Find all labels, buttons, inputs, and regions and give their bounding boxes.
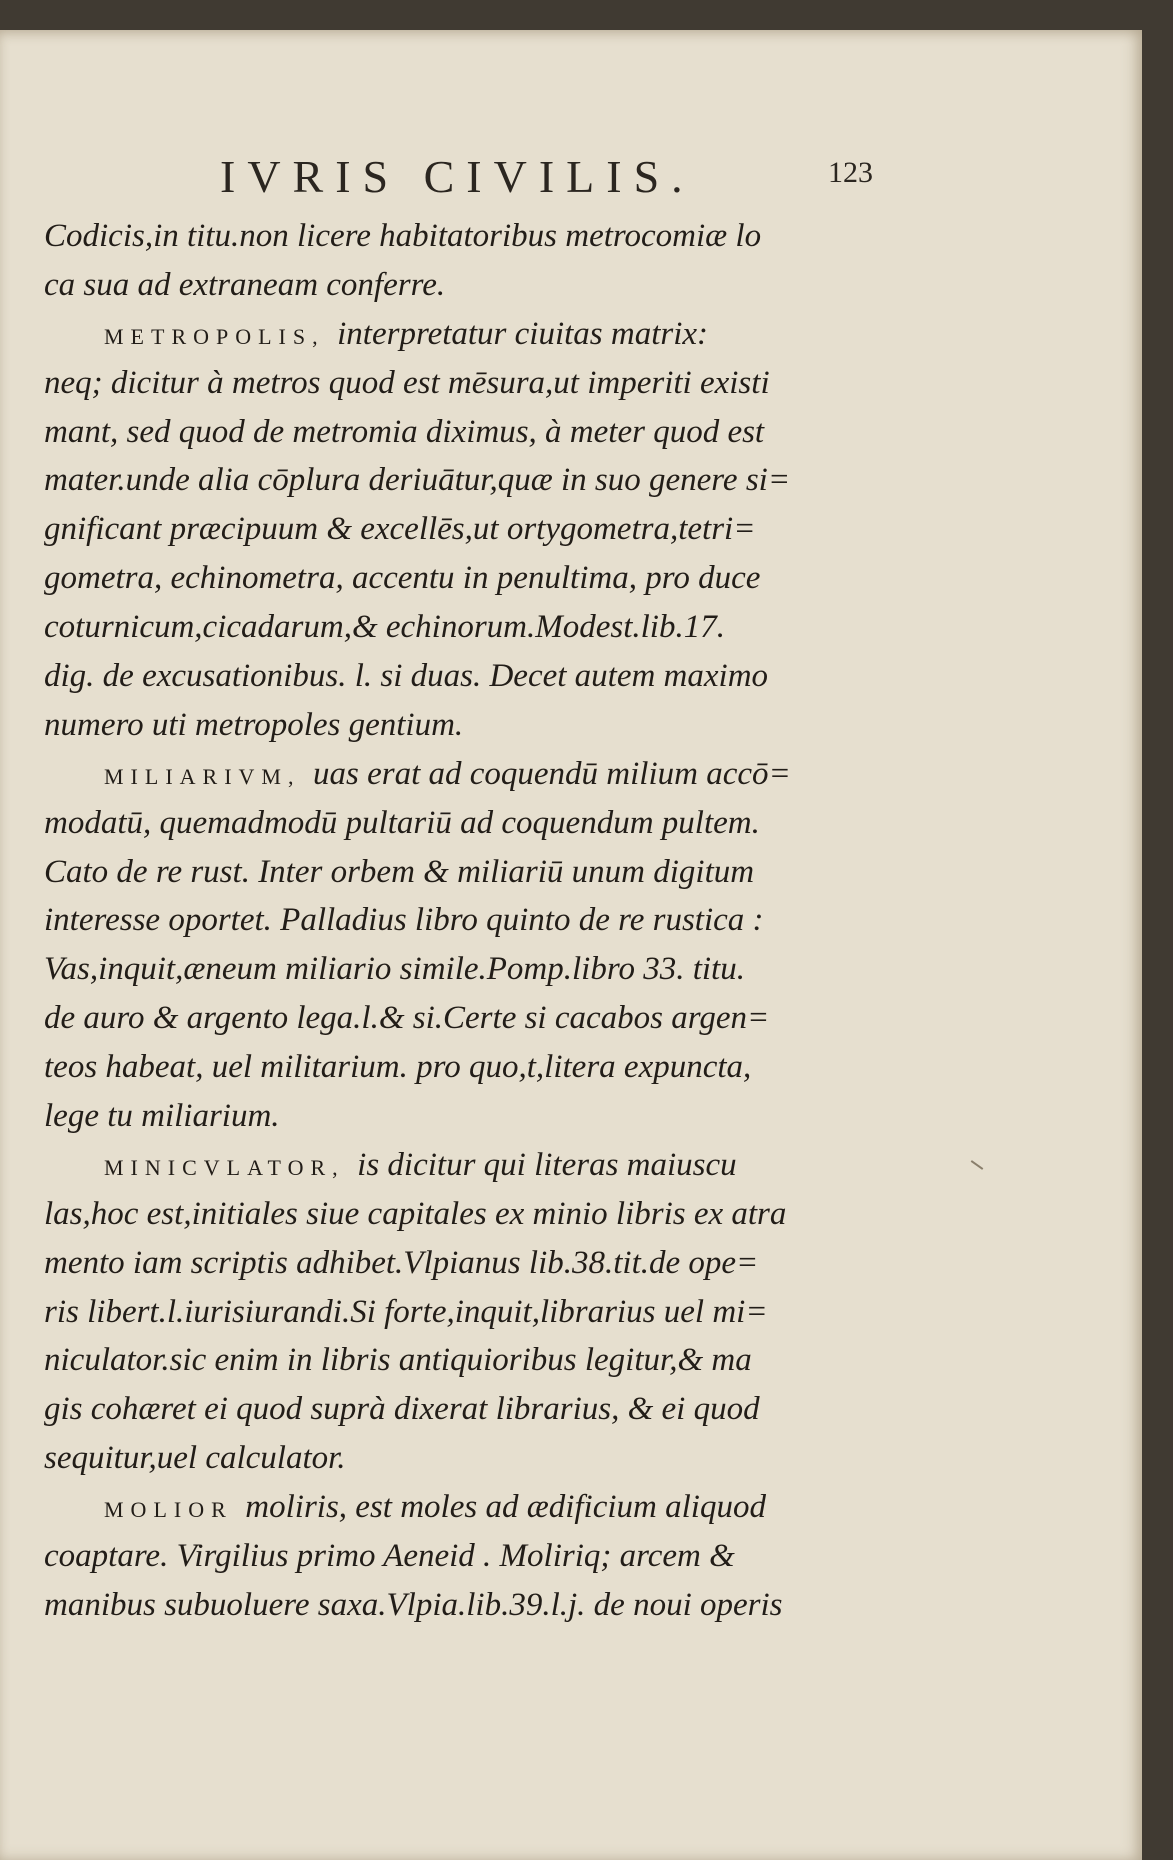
text-line <box>44 994 874 1043</box>
text-line <box>44 261 874 310</box>
text-line <box>44 799 874 848</box>
line-text: is dicitur qui literas maiuscu <box>357 1146 737 1183</box>
line-text: niculator.sic enim in libris antiquioribus legitur,& ma <box>44 1342 752 1379</box>
entry-first-line <box>44 1483 874 1532</box>
text-line <box>44 848 874 897</box>
line-text: interesse oportet. Palladius libro quinto de re rustica : <box>44 902 764 939</box>
text-line <box>44 359 874 408</box>
line-text: mento iam scriptis adhibet.Vlpianus lib.38.tit.de ope= <box>44 1244 759 1281</box>
text-line <box>44 1239 874 1288</box>
text-line <box>44 945 874 994</box>
line-text: ca sua ad extraneam conferre. <box>44 266 446 303</box>
line-text: gis cohæret ei quod suprà dixerat librarius, & ei quod <box>44 1391 760 1428</box>
line-text: coturnicum,cicadarum,& echinorum.Modest.lib.17. <box>44 609 725 646</box>
text-line <box>44 1336 874 1385</box>
text-line <box>44 1434 874 1483</box>
text-line <box>44 652 874 701</box>
line-text: interpretatur ciuitas matrix: <box>337 315 709 352</box>
headword: METROPOLIS, <box>104 323 338 349</box>
line-text: uas erat ad coquendū milium accō= <box>313 755 791 792</box>
line-text: moliris, est moles ad ædificium aliquod <box>245 1489 766 1526</box>
text-line <box>44 1532 874 1581</box>
line-text: las,hoc est,initiales siue capitales ex minio libris ex atra <box>44 1195 787 1232</box>
text-line <box>44 212 874 261</box>
entry-first-line <box>44 750 874 799</box>
line-text: teos habeat, uel militarium. pro quo,t,litera expuncta, <box>44 1049 752 1086</box>
line-text: de auro & argento lega.l.& si.Certe si cacabos argen= <box>44 1000 770 1037</box>
text-line <box>44 1190 874 1239</box>
text-line <box>44 408 874 457</box>
line-text: gometra, echinometra, accentu in penultima, pro duce <box>44 560 761 597</box>
line-text: ris libert.l.iurisiurandi.Si forte,inquit,librarius uel mi= <box>44 1293 768 1330</box>
text-line <box>44 1092 874 1141</box>
line-text: numero uti metropoles gentium. <box>44 706 464 743</box>
text-line <box>44 1385 874 1434</box>
line-text: dig. de excusationibus. l. si duas. Decet autem maximo <box>44 658 769 695</box>
line-text: gnificant præcipuum & excellēs,ut ortygometra,tetri= <box>44 511 756 548</box>
text-line <box>44 896 874 945</box>
headword: MINICVLATOR, <box>104 1154 358 1180</box>
entry-first-line <box>44 1141 874 1190</box>
text-line <box>44 456 874 505</box>
running-head <box>0 150 1142 206</box>
line-text: Codicis,in titu.non licere habitatoribus metrocomiæ lo <box>44 218 762 254</box>
line-text: manibus subuoluere saxa.Vlpia.lib.39.l.j. de noui operis <box>44 1586 783 1623</box>
line-text: mant, sed quod de metromia diximus, à meter quod est <box>44 413 765 450</box>
line-text: Vas,inquit,æneum miliario simile.Pomp.libro 33. titu. <box>44 951 745 988</box>
text-line <box>44 505 874 554</box>
running-title: IVRIS CIVILIS. <box>220 151 695 202</box>
line-text: sequitur,uel calculator. <box>44 1440 346 1477</box>
margin-mark <box>971 1160 984 1170</box>
headword: MOLIOR <box>104 1497 246 1523</box>
line-text: Cato de re rust. Inter orbem & miliariū unum digitum <box>44 853 755 890</box>
line-text: modatū, quemadmodū pultariū ad coquendum pultem. <box>44 804 760 841</box>
text-line <box>44 603 874 652</box>
line-text: mater.unde alia cōplura deriuātur,quæ in suo genere si= <box>44 462 791 499</box>
text-line <box>44 1043 874 1092</box>
line-text: neq; dicitur à metros quod est mēsura,ut imperiti existi <box>44 364 770 401</box>
text-block <box>44 212 874 1630</box>
page-number: 123 <box>828 156 873 189</box>
line-text: coaptare. Virgilius primo Aeneid . Moliriq; arcem & <box>44 1538 735 1575</box>
text-line <box>44 701 874 750</box>
headword: MILIARIVM, <box>104 763 313 789</box>
text-line <box>44 1581 874 1630</box>
line-text: lege tu miliarium. <box>44 1098 280 1135</box>
entry-first-line <box>44 310 874 359</box>
text-line <box>44 1288 874 1337</box>
book-page <box>0 30 1142 1860</box>
text-line <box>44 554 874 603</box>
